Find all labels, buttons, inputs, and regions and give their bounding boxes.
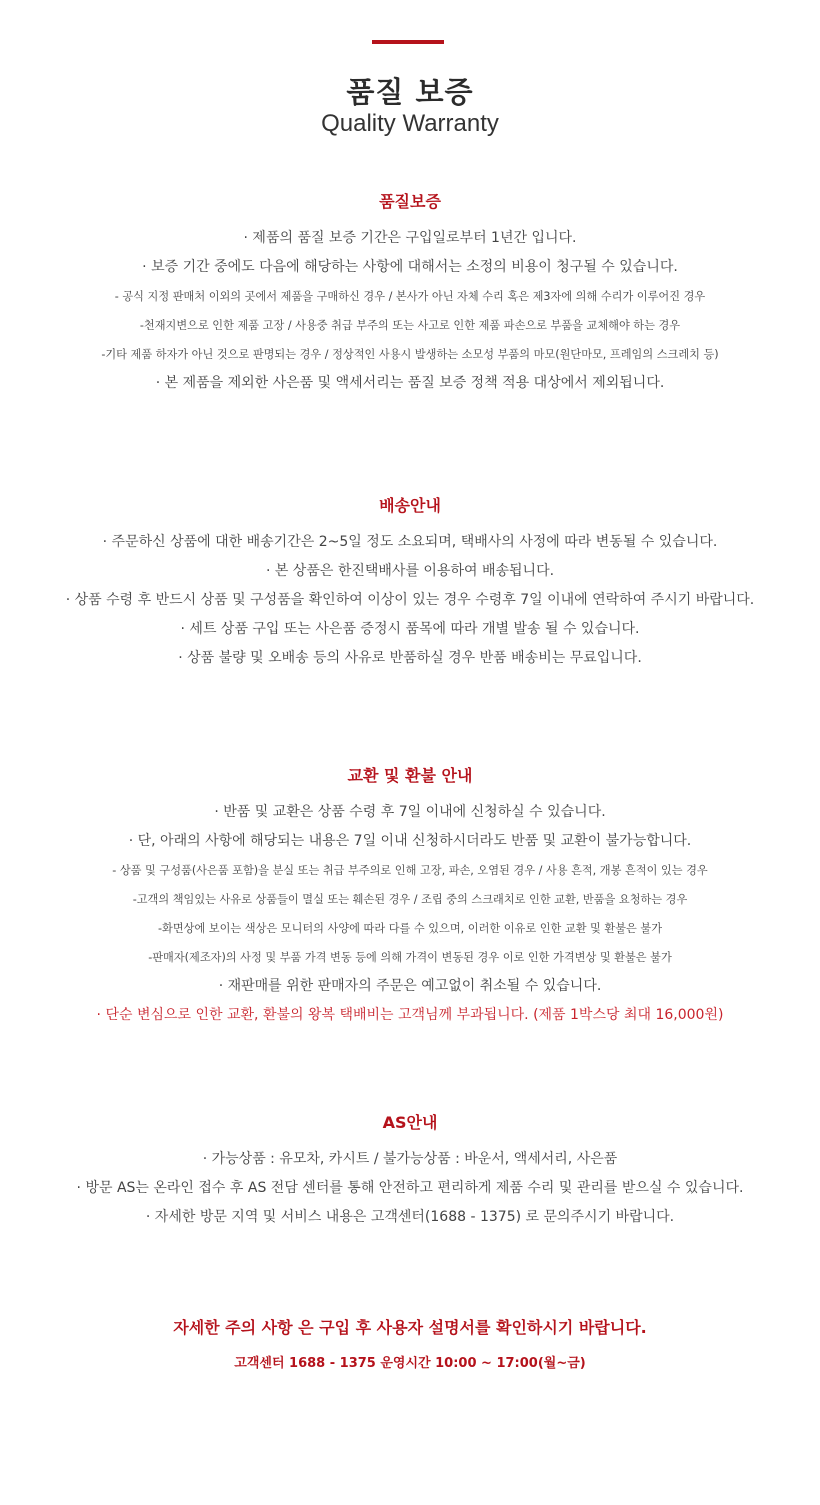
warranty-line: - 공식 지정 판매처 이외의 곳에서 제품을 구매하신 경우 / 본사가 아닌 자체 수리 혹은 제3자에 의해 수리가 이루어진 경우 xyxy=(114,290,706,303)
shipping-section xyxy=(0,493,820,673)
as-line: · 방문 AS는 온라인 접수 후 AS 전담 센터를 통해 안전하고 편리하게 제품 수리 및 관리를 받으실 수 있습니다. xyxy=(76,1180,744,1196)
warranty-heading: 품질보증 xyxy=(379,192,441,211)
exchange-shipping-fee-notice: · 단순 변심으로 인한 교환, 환불의 왕복 택배비는 고객님께 부과됩니다. (제품 1박스당 최대 16,000원) xyxy=(96,1007,724,1023)
warranty-line: · 제품의 품질 보증 기간은 구입일로부터 1년간 입니다. xyxy=(243,230,577,246)
exchange-line: · 재판매를 위한 판매자의 주문은 예고없이 취소될 수 있습니다. xyxy=(218,978,602,994)
shipping-line: · 세트 상품 구입 또는 사은품 증정시 품목에 따라 개별 발송 될 수 있습니다. xyxy=(180,621,640,637)
shipping-heading: 배송안내 xyxy=(379,496,441,515)
exchange-line: -판매자(제조자)의 사정 및 부품 가격 변동 등에 의해 가격이 변동된 경우 이로 인한 가격변상 및 환불은 불가 xyxy=(148,951,672,964)
shipping-line: · 본 상품은 한진택배사를 이용하여 배송됩니다. xyxy=(265,563,555,579)
accent-bar xyxy=(372,40,444,44)
manual-notice: 자세한 주의 사항 은 구입 후 사용자 설명서를 확인하시기 바랍니다. xyxy=(173,1318,647,1337)
as-heading: AS안내 xyxy=(382,1113,438,1132)
shipping-line: · 주문하신 상품에 대한 배송기간은 2~5일 정도 소요되며, 택배사의 사정에 따라 변동될 수 있습니다. xyxy=(102,534,718,550)
page-subtitle: Quality Warranty xyxy=(321,110,499,137)
warranty-line: -기타 제품 하자가 아닌 것으로 판명되는 경우 / 정상적인 사용시 발생하는 소모성 부품의 마모(원단마모, 프레임의 스크레치 등) xyxy=(101,348,719,361)
page-title: 품질 보증 xyxy=(346,75,474,109)
warranty-line: · 보증 기간 중에도 다음에 해당하는 사항에 대해서는 소정의 비용이 청구될 수 있습니다. xyxy=(142,259,678,275)
exchange-heading: 교환 및 환불 안내 xyxy=(347,766,473,785)
exchange-line: - 상품 및 구성품(사은품 포함)을 분실 또는 취급 부주의로 인해 고장, 파손, 오염된 경우 / 사용 흔적, 개봉 흔적이 있는 경우 xyxy=(112,864,708,877)
warranty-line: · 본 제품을 제외한 사은품 및 액세서리는 품질 보증 정책 적용 대상에서 제외됩니다. xyxy=(155,375,665,391)
exchange-line: -고객의 책임있는 사유로 상품들이 멸실 또는 훼손된 경우 / 조립 중의 스크래치로 인한 교환, 반품을 요청하는 경우 xyxy=(132,893,688,906)
exchange-line: -화면상에 보이는 색상은 모니터의 사양에 따라 다를 수 있으며, 이러한 이유로 인한 교환 및 환불은 불가 xyxy=(157,922,663,935)
exchange-section xyxy=(0,763,820,1030)
customer-center-info: 고객센터 1688 - 1375 운영시간 10:00 ~ 17:00(월~금) xyxy=(234,1356,586,1371)
as-line: · 가능상품 : 유모차, 카시트 / 불가능상품 : 바운서, 액세서리, 사은품 xyxy=(202,1151,618,1167)
as-section xyxy=(0,1110,820,1232)
warranty-section xyxy=(0,189,820,398)
shipping-line: · 상품 불량 및 오배송 등의 사유로 반품하실 경우 반품 배송비는 무료입니다. xyxy=(178,650,642,666)
exchange-line: · 반품 및 교환은 상품 수령 후 7일 이내에 신청하실 수 있습니다. xyxy=(214,804,606,820)
as-line: · 자세한 방문 지역 및 서비스 내용은 고객센터(1688 - 1375) 로 문의주시기 바랍니다. xyxy=(145,1209,675,1225)
warranty-line: -천재지변으로 인한 제품 고장 / 사용중 취급 부주의 또는 사고로 인한 제품 파손으로 부품을 교체해야 하는 경우 xyxy=(139,319,681,332)
exchange-line: · 단, 아래의 사항에 해당되는 내용은 7일 이내 신청하시더라도 반품 및 교환이 불가능합니다. xyxy=(128,833,692,849)
shipping-line: · 상품 수령 후 반드시 상품 및 구성품을 확인하여 이상이 있는 경우 수령후 7일 이내에 연락하여 주시기 바랍니다. xyxy=(65,592,755,608)
